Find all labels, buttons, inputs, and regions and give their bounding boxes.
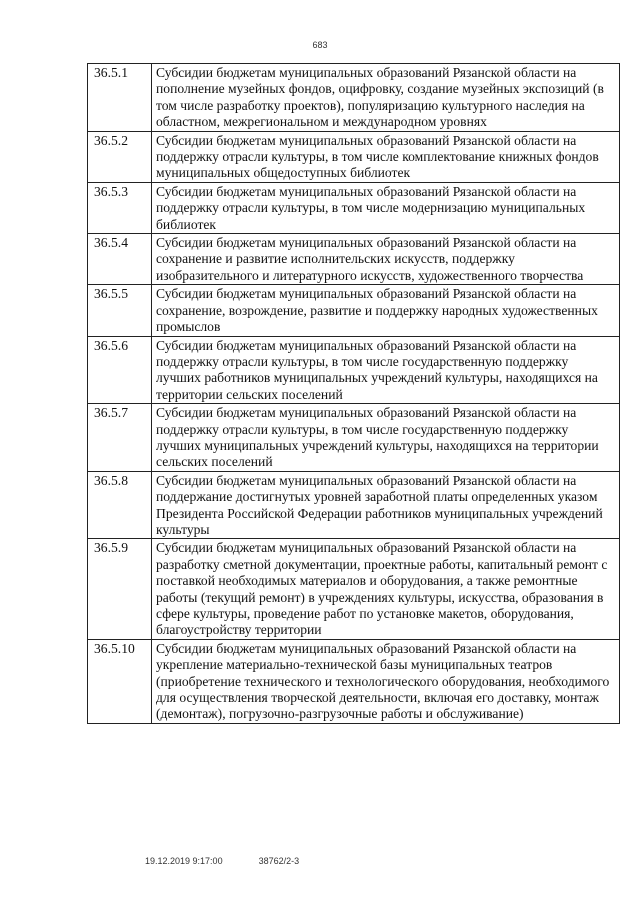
row-description: Субсидии бюджетам муниципальных образований Рязанской области на укрепление материально-технической базы муниципальных театров (приобретение технического и технологического оборудования, необходимого для осуществления творческой деятельности, включая его доставку, монтаж (демонтаж), погрузочно-разгрузочные работы и обслуживание) [152, 639, 620, 723]
row-description: Субсидии бюджетам муниципальных образований Рязанской области на поддержание достигнутых уровней заработной платы определенных указом Президента Российской Федерации работников муниципальных учреждений культуры [152, 471, 620, 539]
row-code: 36.5.2 [88, 131, 152, 182]
subsidies-table [87, 63, 620, 724]
row-description: Субсидии бюджетам муниципальных образований Рязанской области на поддержку отрасли культуры, в том числе государственную поддержку лучших работников муниципальных учреждений культуры, находящихся на территории сельских поселений [152, 336, 620, 404]
table-row [88, 539, 620, 639]
row-code: 36.5.7 [88, 404, 152, 472]
table-row [88, 404, 620, 472]
row-description: Субсидии бюджетам муниципальных образований Рязанской области на поддержку отрасли культуры, в том числе государственную поддержку лучших муниципальных учреждений культуры, находящихся на территории сельских поселений [152, 404, 620, 472]
row-description: Субсидии бюджетам муниципальных образований Рязанской области на пополнение музейных фондов, оцифровку, создание музейных экспозиций (в том числе разработку проектов), популяризацию культурного наследия на областном, межрегиональном и международном уровнях [152, 64, 620, 132]
page-number: 683 [312, 40, 328, 50]
row-code: 36.5.9 [88, 539, 152, 639]
row-description: Субсидии бюджетам муниципальных образований Рязанской области на поддержку отрасли культуры, в том числе модернизацию муниципальных библиотек [152, 182, 620, 233]
row-description: Субсидии бюджетам муниципальных образований Рязанской области на сохранение, возрождение, развитие и поддержку народных художественных промыслов [152, 285, 620, 336]
footer-doc-code: 38762/2-3 [258, 856, 300, 866]
row-description: Субсидии бюджетам муниципальных образований Рязанской области на поддержку отрасли культуры, в том числе комплектование книжных фондов муниципальных общедоступных библиотек [152, 131, 620, 182]
row-code: 36.5.3 [88, 182, 152, 233]
row-code: 36.5.5 [88, 285, 152, 336]
table-row [88, 182, 620, 233]
table-row [88, 64, 620, 132]
row-description: Субсидии бюджетам муниципальных образований Рязанской области на разработку сметной документации, проектные работы, капитальный ремонт с поставкой необходимых материалов и оборудования, а также ремонтные работы (текущий ремонт) в учреждениях культуры, искусства, образования в сфере культуры, проведение работ по установке макетов, оборудования, благоустройству территории [152, 539, 620, 639]
page-footer [145, 856, 299, 866]
footer-timestamp: 19.12.2019 9:17:00 [145, 856, 223, 866]
row-code: 36.5.6 [88, 336, 152, 404]
table-row [88, 471, 620, 539]
table-row [88, 639, 620, 723]
row-code: 36.5.1 [88, 64, 152, 132]
table-row [88, 131, 620, 182]
row-code: 36.5.10 [88, 639, 152, 723]
table-row [88, 336, 620, 404]
table-row [88, 234, 620, 285]
row-description: Субсидии бюджетам муниципальных образований Рязанской области на сохранение и развитие исполнительских искусств, поддержку изобразительного и литературного искусств, художественного творчества [152, 234, 620, 285]
row-code: 36.5.4 [88, 234, 152, 285]
row-code: 36.5.8 [88, 471, 152, 539]
table-row [88, 285, 620, 336]
